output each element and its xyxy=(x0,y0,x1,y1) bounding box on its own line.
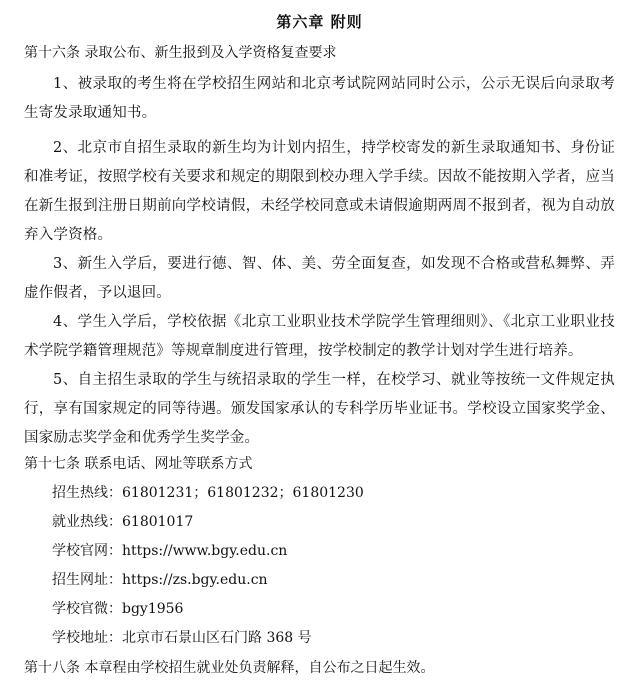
contact-item-admission-hotline xyxy=(24,479,615,508)
contact-value: 61801017 xyxy=(122,514,194,530)
admission-website-link[interactable]: https://zs.bgy.edu.cn xyxy=(122,572,268,588)
article-16-heading: 第十六条 录取公布、新生报到及入学资格复查要求 xyxy=(24,45,337,61)
contact-label: 招生网址： xyxy=(52,572,122,588)
contact-value: bgy1956 xyxy=(122,601,184,617)
contact-value: 北京市石景山区石门路 368 号 xyxy=(122,630,312,646)
article-18-text: 第十八条 本章程由学校招生就业处负责解释，自公布之日起生效。 xyxy=(24,660,435,676)
contact-item-admission-website xyxy=(24,566,615,595)
contact-item-official-website xyxy=(24,537,615,566)
contact-value: 61801231；61801232；61801230 xyxy=(122,485,364,501)
contact-item-wechat xyxy=(24,595,615,624)
article-16-paragraph-3: 3、新生入学后，要进行德、智、体、美、劳全面复查，如发现不合格或营私舞弊、弄虚作假者，予以退回。 xyxy=(24,256,615,301)
contact-label: 招生热线： xyxy=(52,485,122,501)
article-16-paragraph-5: 5、自主招生录取的学生与统招录取的学生一样，在校学习、就业等按统一文件规定执行，享有国家规定的同等待遇。颁发国家承认的专科学历毕业证书。学校设立国家奖学金、国家励志奖学金和优秀学生奖学金。 xyxy=(24,372,615,446)
article-16-paragraph-4: 4、学生入学后，学校依据《北京工业职业技术学院学生管理细则》、《北京工业职业技术学院学籍管理规范》等规章制度进行管理，按学校制定的教学计划对学生进行培养。 xyxy=(24,314,615,359)
contact-item-address xyxy=(24,624,615,653)
contact-item-employment-hotline xyxy=(24,508,615,537)
official-website-link[interactable]: https://www.bgy.edu.cn xyxy=(122,543,288,559)
article-16-paragraph-1: 1、被录取的考生将在学校招生网站和北京考试院网站同时公示，公示无误后向录取考生寄发录取通知书。 xyxy=(24,76,615,121)
contact-label: 就业热线： xyxy=(52,514,122,530)
contact-label: 学校官微： xyxy=(52,601,122,617)
contact-list xyxy=(24,479,615,653)
contact-label: 学校地址： xyxy=(52,630,122,646)
chapter-title: 第六章 附则 xyxy=(276,13,363,31)
article-17-heading: 第十七条 联系电话、网址等联系方式 xyxy=(24,456,253,472)
contact-label: 学校官网： xyxy=(52,543,122,559)
article-16-paragraph-2: 2、北京市自招生录取的新生均为计划内招生，持学校寄发的新生录取通知书、身份证和准考证，按照学校有关要求和规定的期限到校办理入学手续。因故不能按期入学者，应当在新生报到注册日期前向学校请假，未经学校同意或未请假逾期两周不报到者，视为自动放弃入学资格。 xyxy=(24,140,615,243)
